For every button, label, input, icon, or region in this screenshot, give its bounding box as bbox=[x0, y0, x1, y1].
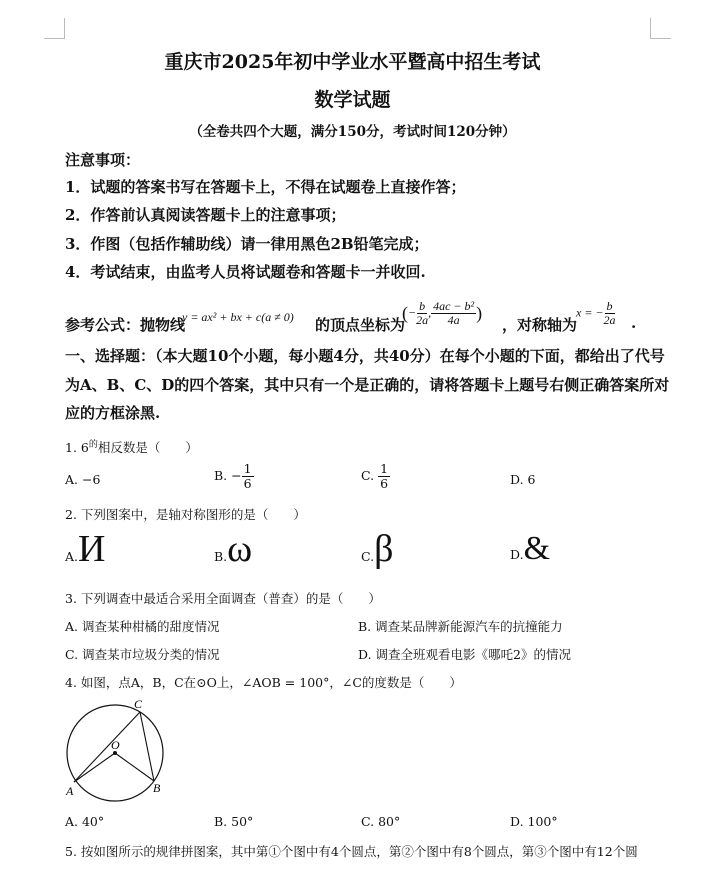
label-c: C bbox=[134, 697, 143, 711]
q3-option-a[interactable]: A. 调查某种柑橘的甜度情况 bbox=[65, 619, 220, 634]
q1-option-d[interactable]: D. 6 bbox=[510, 472, 536, 487]
notice-item-4: 4．考试结束，由监考人员将试题卷和答题卡一并收回. bbox=[65, 263, 426, 281]
section1-line1: 一、选择题：（本大题10个小题，每小题4分，共40分）在每个小题的下面，都给出了代号 bbox=[65, 347, 665, 365]
q3-stem: 3. 下列调查中最适合采用全面调查（普查）的是（ ） bbox=[65, 591, 381, 606]
q3-option-d[interactable]: D. 调查全班观看电影《哪吒2》的情况 bbox=[358, 647, 571, 662]
vertex-b: b bbox=[419, 299, 426, 313]
q1-option-b-num: 1 bbox=[243, 461, 252, 476]
q1-stem-text: 相反数是（ ） bbox=[97, 440, 198, 456]
vertex-numerator: 4ac − b² bbox=[433, 299, 475, 313]
corner-mark-top-right bbox=[650, 18, 671, 39]
q4-option-b[interactable]: B. 50° bbox=[214, 814, 254, 829]
q4-stem: 4. 如图，点A，B，C在⊙O上，∠AOB = 100°，∠C的度数是（ ） bbox=[65, 675, 462, 690]
q1-stem bbox=[65, 437, 198, 456]
q2-option-d-label: D. bbox=[510, 547, 524, 562]
formula-equation: y = ax² + bx + c(a ≠ 0) bbox=[182, 310, 294, 324]
formula-mid: 的顶点坐标为 bbox=[315, 316, 406, 334]
q3-option-b[interactable]: B. 调查某品牌新能源汽车的抗撞能力 bbox=[358, 619, 563, 634]
exam-title: 重庆市2025年初中学业水平暨高中招生考试 bbox=[164, 51, 541, 73]
q2-option-b-label: B. bbox=[214, 549, 228, 564]
vertex-coordinate: (− $\frac{b}{2a}$ , $\frac{\text{4ac − b²}}{4a}$ ) bbox=[402, 299, 483, 328]
q1-stem-sup: 的 bbox=[88, 440, 98, 450]
section1-line3: 应的方框涂黑. bbox=[65, 404, 161, 422]
vertex-2a: 2a bbox=[416, 313, 429, 328]
q1-option-c-num: 1 bbox=[380, 461, 389, 476]
q1-option-a[interactable]: A. −6 bbox=[65, 472, 101, 487]
q4-option-d[interactable]: D. 100° bbox=[510, 814, 558, 829]
notice-item-1: 1．试题的答案书写在答题卡上，不得在试题卷上直接作答； bbox=[65, 178, 466, 196]
notice-heading: 注意事项： bbox=[65, 151, 141, 169]
label-a: A bbox=[66, 784, 74, 798]
q1-option-b-den: 6 bbox=[243, 475, 252, 491]
vertex-denominator: 4a bbox=[447, 313, 460, 328]
notice-item-3: 3．作图（包括作辅助线）请一律用黑色2B铅笔完成； bbox=[65, 235, 429, 253]
q2-glyph-ampersand: & bbox=[523, 530, 551, 567]
q2-option-d[interactable] bbox=[510, 530, 550, 568]
q2-option-c-label: C. bbox=[361, 549, 375, 564]
q2-option-a-label: A. bbox=[65, 549, 79, 564]
corner-mark-top-left bbox=[44, 18, 65, 39]
q1-option-b[interactable] bbox=[214, 462, 254, 491]
q1-option-c[interactable] bbox=[361, 462, 390, 491]
q1-option-c-label: C. bbox=[361, 467, 375, 483]
segment-ca bbox=[74, 712, 140, 782]
q2-stem: 2. 下列图案中，是轴对称图形的是（ ） bbox=[65, 507, 306, 522]
reference-formula bbox=[65, 300, 685, 336]
axis-x: x = − bbox=[576, 305, 604, 320]
q2-glyph-beta: β bbox=[374, 528, 394, 570]
q1-stem-number: 1. 6 bbox=[65, 440, 89, 456]
exam-subject: 数学试题 bbox=[314, 89, 391, 111]
q5-stem: 5. 按如图所示的规律拼图案，其中第①个图中有4个圆点，第②个图中有8个圆点，第③个图中有12个圆 bbox=[65, 844, 638, 859]
axis-2a: 2a bbox=[603, 313, 616, 328]
formula-end: . bbox=[631, 314, 637, 332]
q2-option-c[interactable] bbox=[361, 530, 393, 568]
q4-option-a[interactable]: A. 40° bbox=[65, 814, 105, 829]
label-b: B bbox=[153, 781, 161, 795]
q2-option-a[interactable] bbox=[65, 530, 105, 568]
label-o: O bbox=[111, 738, 120, 752]
segment-ob bbox=[115, 753, 154, 781]
exam-info: （全卷共四个大题，满分150分，考试时间120分钟） bbox=[189, 124, 516, 140]
q4-circle-figure bbox=[60, 694, 180, 804]
q1-option-b-label: B. − bbox=[214, 467, 242, 483]
axis-b: b bbox=[606, 299, 613, 313]
q2-option-b[interactable] bbox=[214, 530, 252, 568]
formula-axis-label: ，对称轴为 bbox=[502, 316, 578, 334]
section1-line2: 为A、B、C、D的四个答案，其中只有一个是正确的，请将答题卡上题号右侧正确答案所对 bbox=[65, 376, 670, 394]
axis-of-symmetry bbox=[576, 300, 616, 327]
notice-item-2: 2．作答前认真阅读答题卡上的注意事项； bbox=[65, 206, 346, 224]
q2-glyph-omega: ω bbox=[227, 528, 253, 570]
q3-option-c[interactable]: C. 调查某市垃圾分类的情况 bbox=[65, 647, 220, 662]
formula-lead: 参考公式：抛物线 bbox=[65, 316, 186, 334]
q2-glyph-i: И bbox=[78, 528, 106, 570]
q1-option-c-den: 6 bbox=[380, 475, 389, 491]
segment-oa bbox=[74, 753, 115, 782]
q4-option-c[interactable]: C. 80° bbox=[361, 814, 401, 829]
